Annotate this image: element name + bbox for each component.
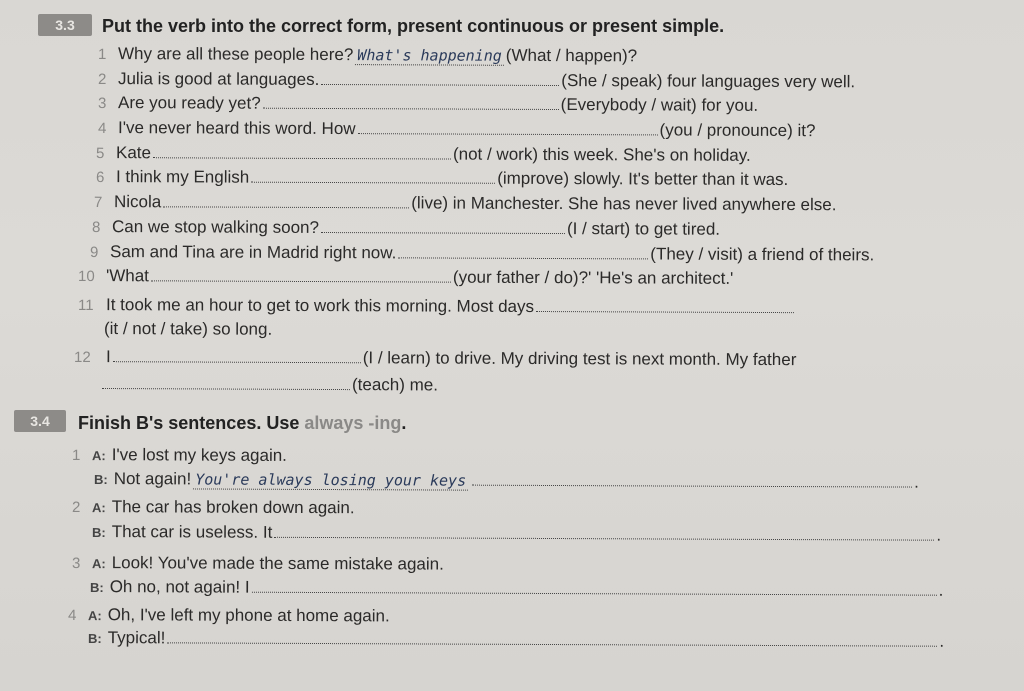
exercise-item <box>98 44 637 66</box>
dialogue-b <box>94 469 919 493</box>
item-prompt: (Everybody / wait) for you. <box>560 95 759 115</box>
exercise-item <box>96 167 788 190</box>
item-number: 2 <box>71 499 81 517</box>
exercise-instruction: Put the verb into the correct form, present continuous or present simple. <box>102 16 725 36</box>
item-prompt: (improve) slowly. It's better than it was. <box>497 168 789 190</box>
exercise-instruction <box>78 413 406 434</box>
exercise-item <box>96 143 751 166</box>
item-text: Why are all these people here? <box>117 44 354 65</box>
exercise-item <box>98 118 816 141</box>
answer-blank[interactable] <box>251 168 495 184</box>
sentence-end: . <box>939 631 945 651</box>
item-text: I <box>105 347 111 367</box>
answer-blank[interactable] <box>358 119 658 135</box>
sentence-end: . <box>936 525 942 545</box>
answer-blank[interactable] <box>472 471 912 488</box>
item-number: 1 <box>97 46 107 64</box>
answer-blank[interactable] <box>263 94 559 110</box>
speaker-a-label: A: <box>87 608 102 624</box>
item-text: Julia is good at languages. <box>117 69 320 89</box>
instruction-keyword: always -ing <box>304 413 402 433</box>
speaker-a-label: A: <box>91 448 106 464</box>
item-number: 4 <box>97 120 107 138</box>
item-number: 3 <box>71 555 81 573</box>
answer-blank[interactable] <box>398 243 648 259</box>
answer-blank[interactable] <box>163 192 409 208</box>
speaker-b-text: Typical! <box>107 628 166 648</box>
handwritten-answer[interactable]: What's happening <box>355 46 504 66</box>
item-prompt: (you / pronounce) it? <box>659 120 816 141</box>
answer-blank[interactable] <box>321 218 565 234</box>
item-text: 'What <box>105 266 149 286</box>
speaker-b-text: Oh no, not again! I <box>109 577 250 597</box>
exercise-item-continuation <box>102 374 438 395</box>
item-number: 3 <box>97 95 107 113</box>
item-text: I think my English <box>115 167 250 187</box>
speaker-a-text: Look! You've made the same mistake again. <box>111 553 444 574</box>
item-number: 7 <box>93 194 103 212</box>
speaker-a-text: Oh, I've left my phone at home again. <box>107 605 390 626</box>
item-number: 8 <box>91 219 101 237</box>
item-text: Can we stop walking soon? <box>111 217 320 237</box>
item-prompt: (not / work) this week. She's on holiday. <box>452 144 751 165</box>
item-prompt: (it / not / take) so long. <box>103 319 273 339</box>
item-prompt: (I / learn) to drive. My driving test is next month. My father <box>362 348 797 370</box>
answer-blank[interactable] <box>113 347 361 363</box>
speaker-a-text: I've lost my keys again. <box>111 445 287 465</box>
item-number: 11 <box>77 297 94 315</box>
item-number: 1 <box>71 447 81 465</box>
exercise-item <box>98 69 855 92</box>
speaker-a-label: A: <box>91 500 106 516</box>
speaker-b-text: Not again! <box>113 469 192 489</box>
item-prompt: (your father / do)?' 'He's an architect.' <box>452 267 734 288</box>
speaker-a-text: The car has broken down again. <box>111 497 355 518</box>
item-number: 2 <box>97 71 107 89</box>
speaker-b-text: That car is useless. It <box>111 522 273 542</box>
dialogue-a <box>68 605 390 626</box>
dialogue-b <box>92 522 941 546</box>
item-prompt: (She / speak) four languages very well. <box>561 71 856 92</box>
exercise-item <box>74 347 796 370</box>
item-prompt: (I / start) to get tired. <box>566 219 721 239</box>
exercise-item <box>92 217 720 240</box>
item-text: Kate <box>115 143 152 163</box>
exercise-item-continuation <box>104 319 272 340</box>
exercise-item <box>94 192 837 215</box>
item-prompt: (What / happen)? <box>505 45 638 66</box>
item-prompt: (They / visit) a friend of theirs. <box>650 244 875 265</box>
exercise-item <box>90 242 874 265</box>
speaker-a-label: A: <box>91 556 106 572</box>
dialogue-a <box>72 497 355 518</box>
instruction-end: . <box>401 413 407 433</box>
item-number: 12 <box>73 349 91 367</box>
item-text: It took me an hour to get to work this morning. Most days <box>105 295 535 316</box>
item-text: I've never heard this word. How <box>117 118 356 139</box>
item-number: 5 <box>95 145 105 163</box>
item-text: Nicola <box>113 192 162 212</box>
answer-blank[interactable] <box>536 297 794 313</box>
speaker-b-label: B: <box>89 580 104 596</box>
dialogue-a <box>72 445 287 466</box>
answer-blank[interactable] <box>153 143 451 159</box>
instruction-text: Finish B's sentences. Use <box>78 413 300 433</box>
exercise-number-badge: 3.3 <box>38 14 92 36</box>
exercise-number-badge: 3.4 <box>14 410 66 432</box>
item-number: 10 <box>77 268 95 286</box>
item-number: 9 <box>89 244 99 262</box>
answer-blank[interactable] <box>321 70 559 86</box>
exercise-item <box>78 266 733 289</box>
answer-blank[interactable] <box>102 374 350 390</box>
item-prompt: (live) in Manchester. She has never lived anywhere else. <box>411 193 837 215</box>
speaker-b-label: B: <box>93 472 108 488</box>
item-prompt: (teach) me. <box>351 375 439 395</box>
dialogue-a <box>72 553 444 575</box>
exercise-item <box>78 295 796 318</box>
speaker-b-label: B: <box>87 631 102 647</box>
exercise-item <box>98 93 758 116</box>
item-number: 4 <box>67 607 77 625</box>
dialogue-b <box>90 577 943 601</box>
answer-blank[interactable] <box>167 628 937 646</box>
dialogue-b <box>88 628 944 652</box>
sentence-end: . <box>938 580 944 600</box>
answer-blank[interactable] <box>274 523 934 541</box>
item-text: Are you ready yet? <box>117 93 261 113</box>
item-text: Sam and Tina are in Madrid right now. <box>109 242 397 263</box>
handwritten-answer[interactable]: You're always losing your keys <box>193 470 468 490</box>
answer-blank[interactable] <box>252 578 937 596</box>
answer-blank[interactable] <box>151 266 451 282</box>
sentence-end: . <box>914 472 919 492</box>
speaker-b-label: B: <box>91 525 106 541</box>
item-number: 6 <box>95 169 105 187</box>
